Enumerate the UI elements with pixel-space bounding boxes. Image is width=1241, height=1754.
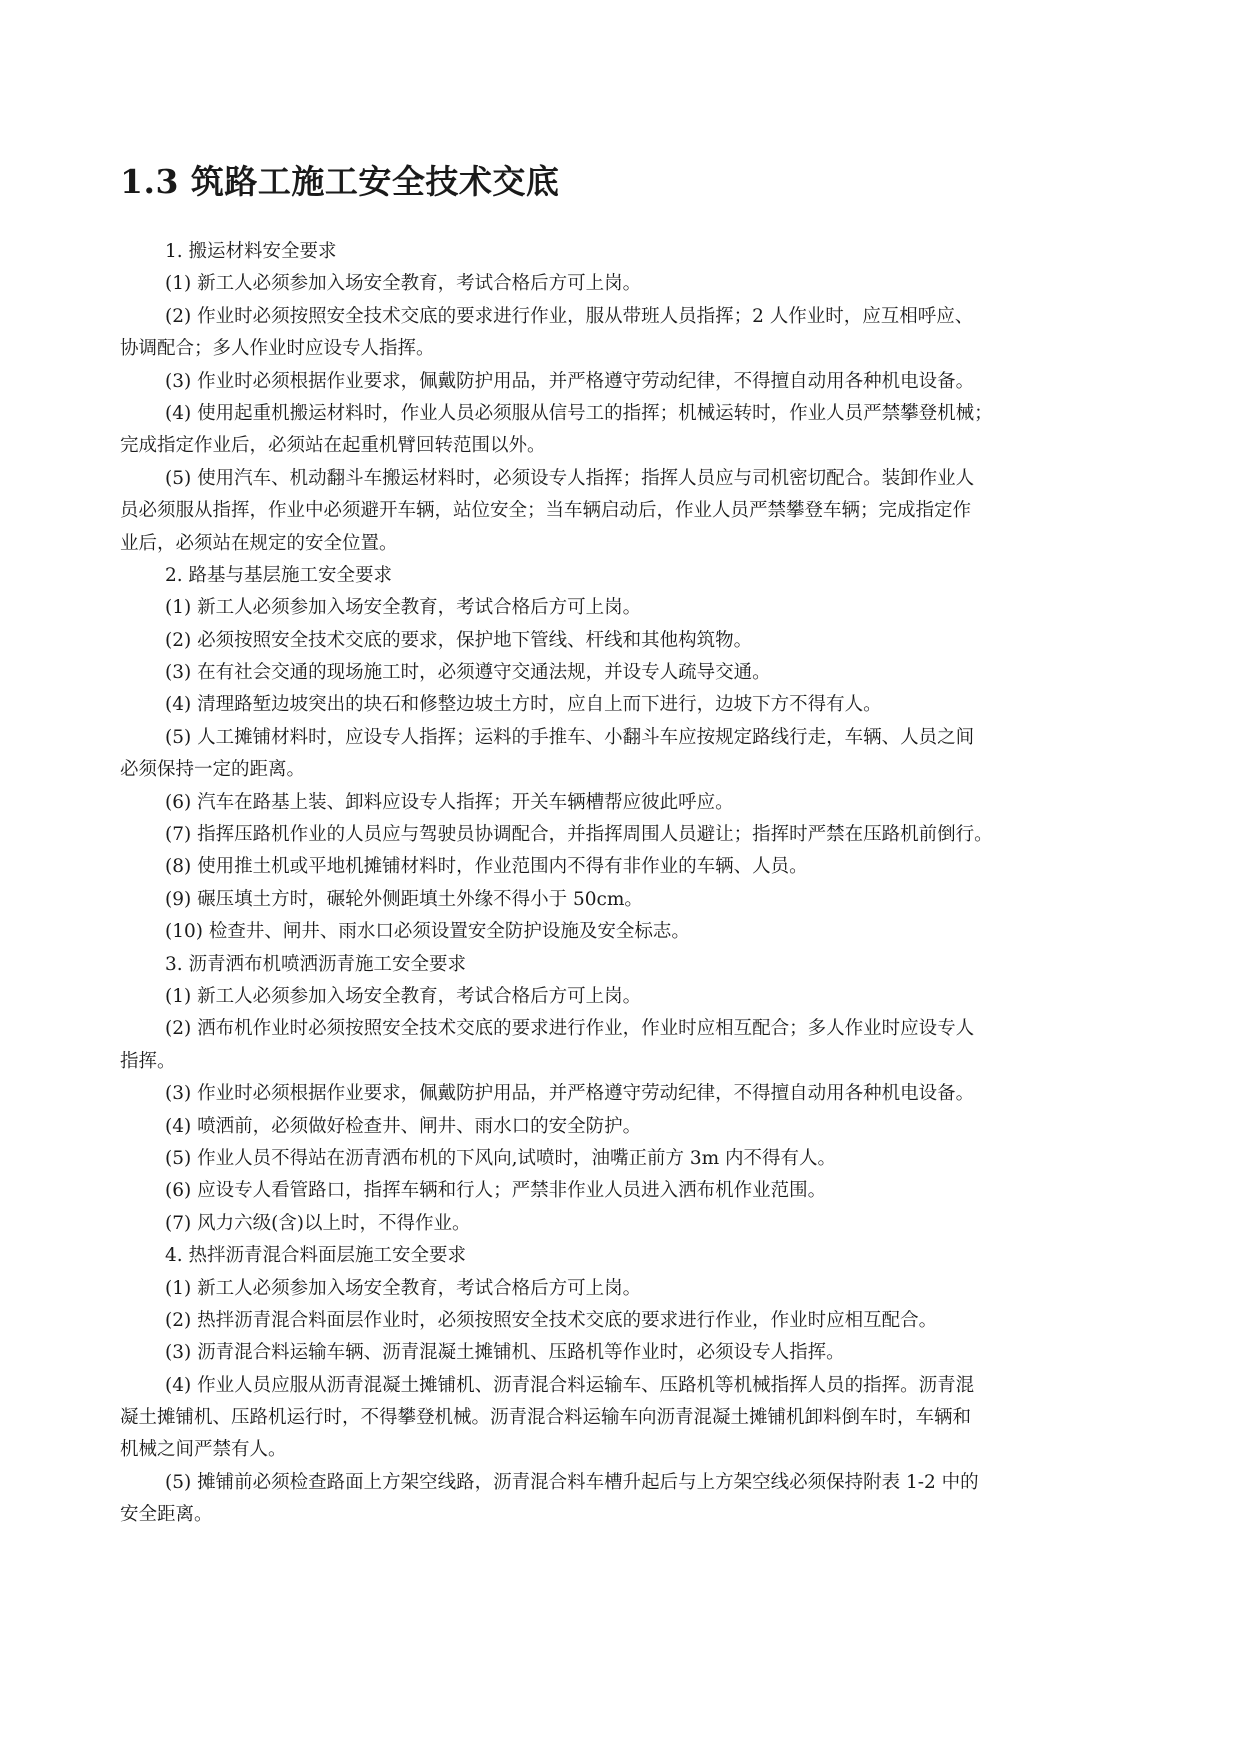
list-item: (2) 洒布机作业时必须按照安全技术交底的要求进行作业，作业时应相互配合；多人作业时应设专人	[165, 1018, 975, 1040]
list-item: (3) 作业时必须根据作业要求，佩戴防护用品，并严格遵守劳动纪律，不得擅自动用各种机电设备。	[165, 1083, 975, 1105]
list-item-continuation: 员必须服从指挥，作业中必须避开车辆，站位安全；当车辆启动后，作业人员严禁攀登车辆；完成指定作	[120, 500, 972, 522]
list-item: (9) 碾压填土方时，碾轮外侧距填土外缘不得小于 50cm。	[165, 888, 643, 910]
list-item: (6) 汽车在路基上装、卸料应设专人指挥；开关车辆槽帮应彼此呼应。	[165, 791, 734, 813]
list-item: (3) 沥青混合料运输车辆、沥青混凝土摊铺机、压路机等作业时，必须设专人指挥。	[165, 1342, 845, 1364]
list-item: (7) 风力六级(含)以上时，不得作业。	[165, 1212, 471, 1234]
list-item-continuation: 机械之间严禁有人。	[120, 1439, 287, 1461]
list-item: (4) 喷洒前，必须做好检查井、闸井、雨水口的安全防护。	[165, 1115, 642, 1137]
list-item: (2) 必须按照安全技术交底的要求，保护地下管线、杆线和其他构筑物。	[165, 629, 753, 651]
list-item: (1) 新工人必须参加入场安全教育，考试合格后方可上岗。	[165, 597, 642, 619]
list-item: (6) 应设专人看管路口，指挥车辆和行人；严禁非作业人员进入洒布机作业范围。	[165, 1180, 827, 1202]
list-item: (7) 指挥压路机作业的人员应与驾驶员协调配合，并指挥周围人员避让；指挥时严禁在压路机前倒行。	[165, 824, 993, 846]
list-item: (4) 使用起重机搬运材料时，作业人员必须服从信号工的指挥；机械运转时，作业人员严禁攀登机械；	[165, 402, 993, 424]
list-item: (5) 作业人员不得站在沥青洒布机的下风向,试喷时，油嘴正前方 3m 内不得有人。	[165, 1147, 837, 1169]
list-item: (1) 新工人必须参加入场安全教育，考试合格后方可上岗。	[165, 1277, 642, 1299]
list-item: (4) 清理路堑边坡突出的块石和修整边坡土方时，应自上而下进行，边坡下方不得有人。	[165, 694, 882, 716]
document-body	[120, 236, 1130, 1532]
list-item-continuation: 完成指定作业后，必须站在起重机臂回转范围以外。	[120, 435, 546, 457]
section-heading: 2. 路基与基层施工安全要求	[165, 564, 393, 586]
list-item: (3) 在有社会交通的现场施工时，必须遵守交通法规，并设专人疏导交通。	[165, 662, 771, 684]
list-item: (3) 作业时必须根据作业要求，佩戴防护用品，并严格遵守劳动纪律，不得擅自动用各种机电设备。	[165, 370, 975, 392]
list-item-continuation: 凝土摊铺机、压路机运行时，不得攀登机械。沥青混合料运输车向沥青混凝土摊铺机卸料倒车时，车辆和	[120, 1407, 972, 1429]
list-item: (10) 检查井、闸井、雨水口必须设置安全防护设施及安全标志。	[165, 921, 690, 943]
list-item: (1) 新工人必须参加入场安全教育，考试合格后方可上岗。	[165, 273, 642, 295]
list-item-continuation: 必须保持一定的距离。	[120, 759, 306, 781]
list-item: (5) 人工摊铺材料时，应设专人指挥；运料的手推车、小翻斗车应按规定路线行走，车辆、人员之间	[165, 726, 975, 748]
list-item: (2) 热拌沥青混合料面层作业时，必须按照安全技术交底的要求进行作业，作业时应相互配合。	[165, 1309, 938, 1331]
list-item-continuation: 指挥。	[120, 1050, 176, 1072]
list-item-continuation: 安全距离。	[120, 1504, 213, 1526]
section-heading: 4. 热拌沥青混合料面层施工安全要求	[165, 1245, 467, 1267]
list-item: (8) 使用推土机或平地机摊铺材料时，作业范围内不得有非作业的车辆、人员。	[165, 856, 808, 878]
list-item: (5) 摊铺前必须检查路面上方架空线路，沥青混合料车槽升起后与上方架空线必须保持附表 1-2 中的	[165, 1471, 979, 1493]
list-item: (1) 新工人必须参加入场安全教育，考试合格后方可上岗。	[165, 985, 642, 1007]
list-item: (5) 使用汽车、机动翻斗车搬运材料时，必须设专人指挥；指挥人员应与司机密切配合。装卸作业人	[165, 467, 975, 489]
document-title: 1.3 筑路工施工安全技术交底	[120, 162, 560, 201]
list-item: (2) 作业时必须按照安全技术交底的要求进行作业，服从带班人员指挥；2 人作业时，应互相呼应、	[165, 305, 974, 327]
list-item-continuation: 业后，必须站在规定的安全位置。	[120, 532, 398, 554]
list-item: (4) 作业人员应服从沥青混凝土摊铺机、沥青混合料运输车、压路机等机械指挥人员的指挥。沥青混	[165, 1374, 975, 1396]
list-item-continuation: 协调配合；多人作业时应设专人指挥。	[120, 338, 435, 360]
section-heading: 1. 搬运材料安全要求	[165, 241, 337, 262]
section-heading: 3. 沥青洒布机喷洒沥青施工安全要求	[165, 953, 467, 975]
